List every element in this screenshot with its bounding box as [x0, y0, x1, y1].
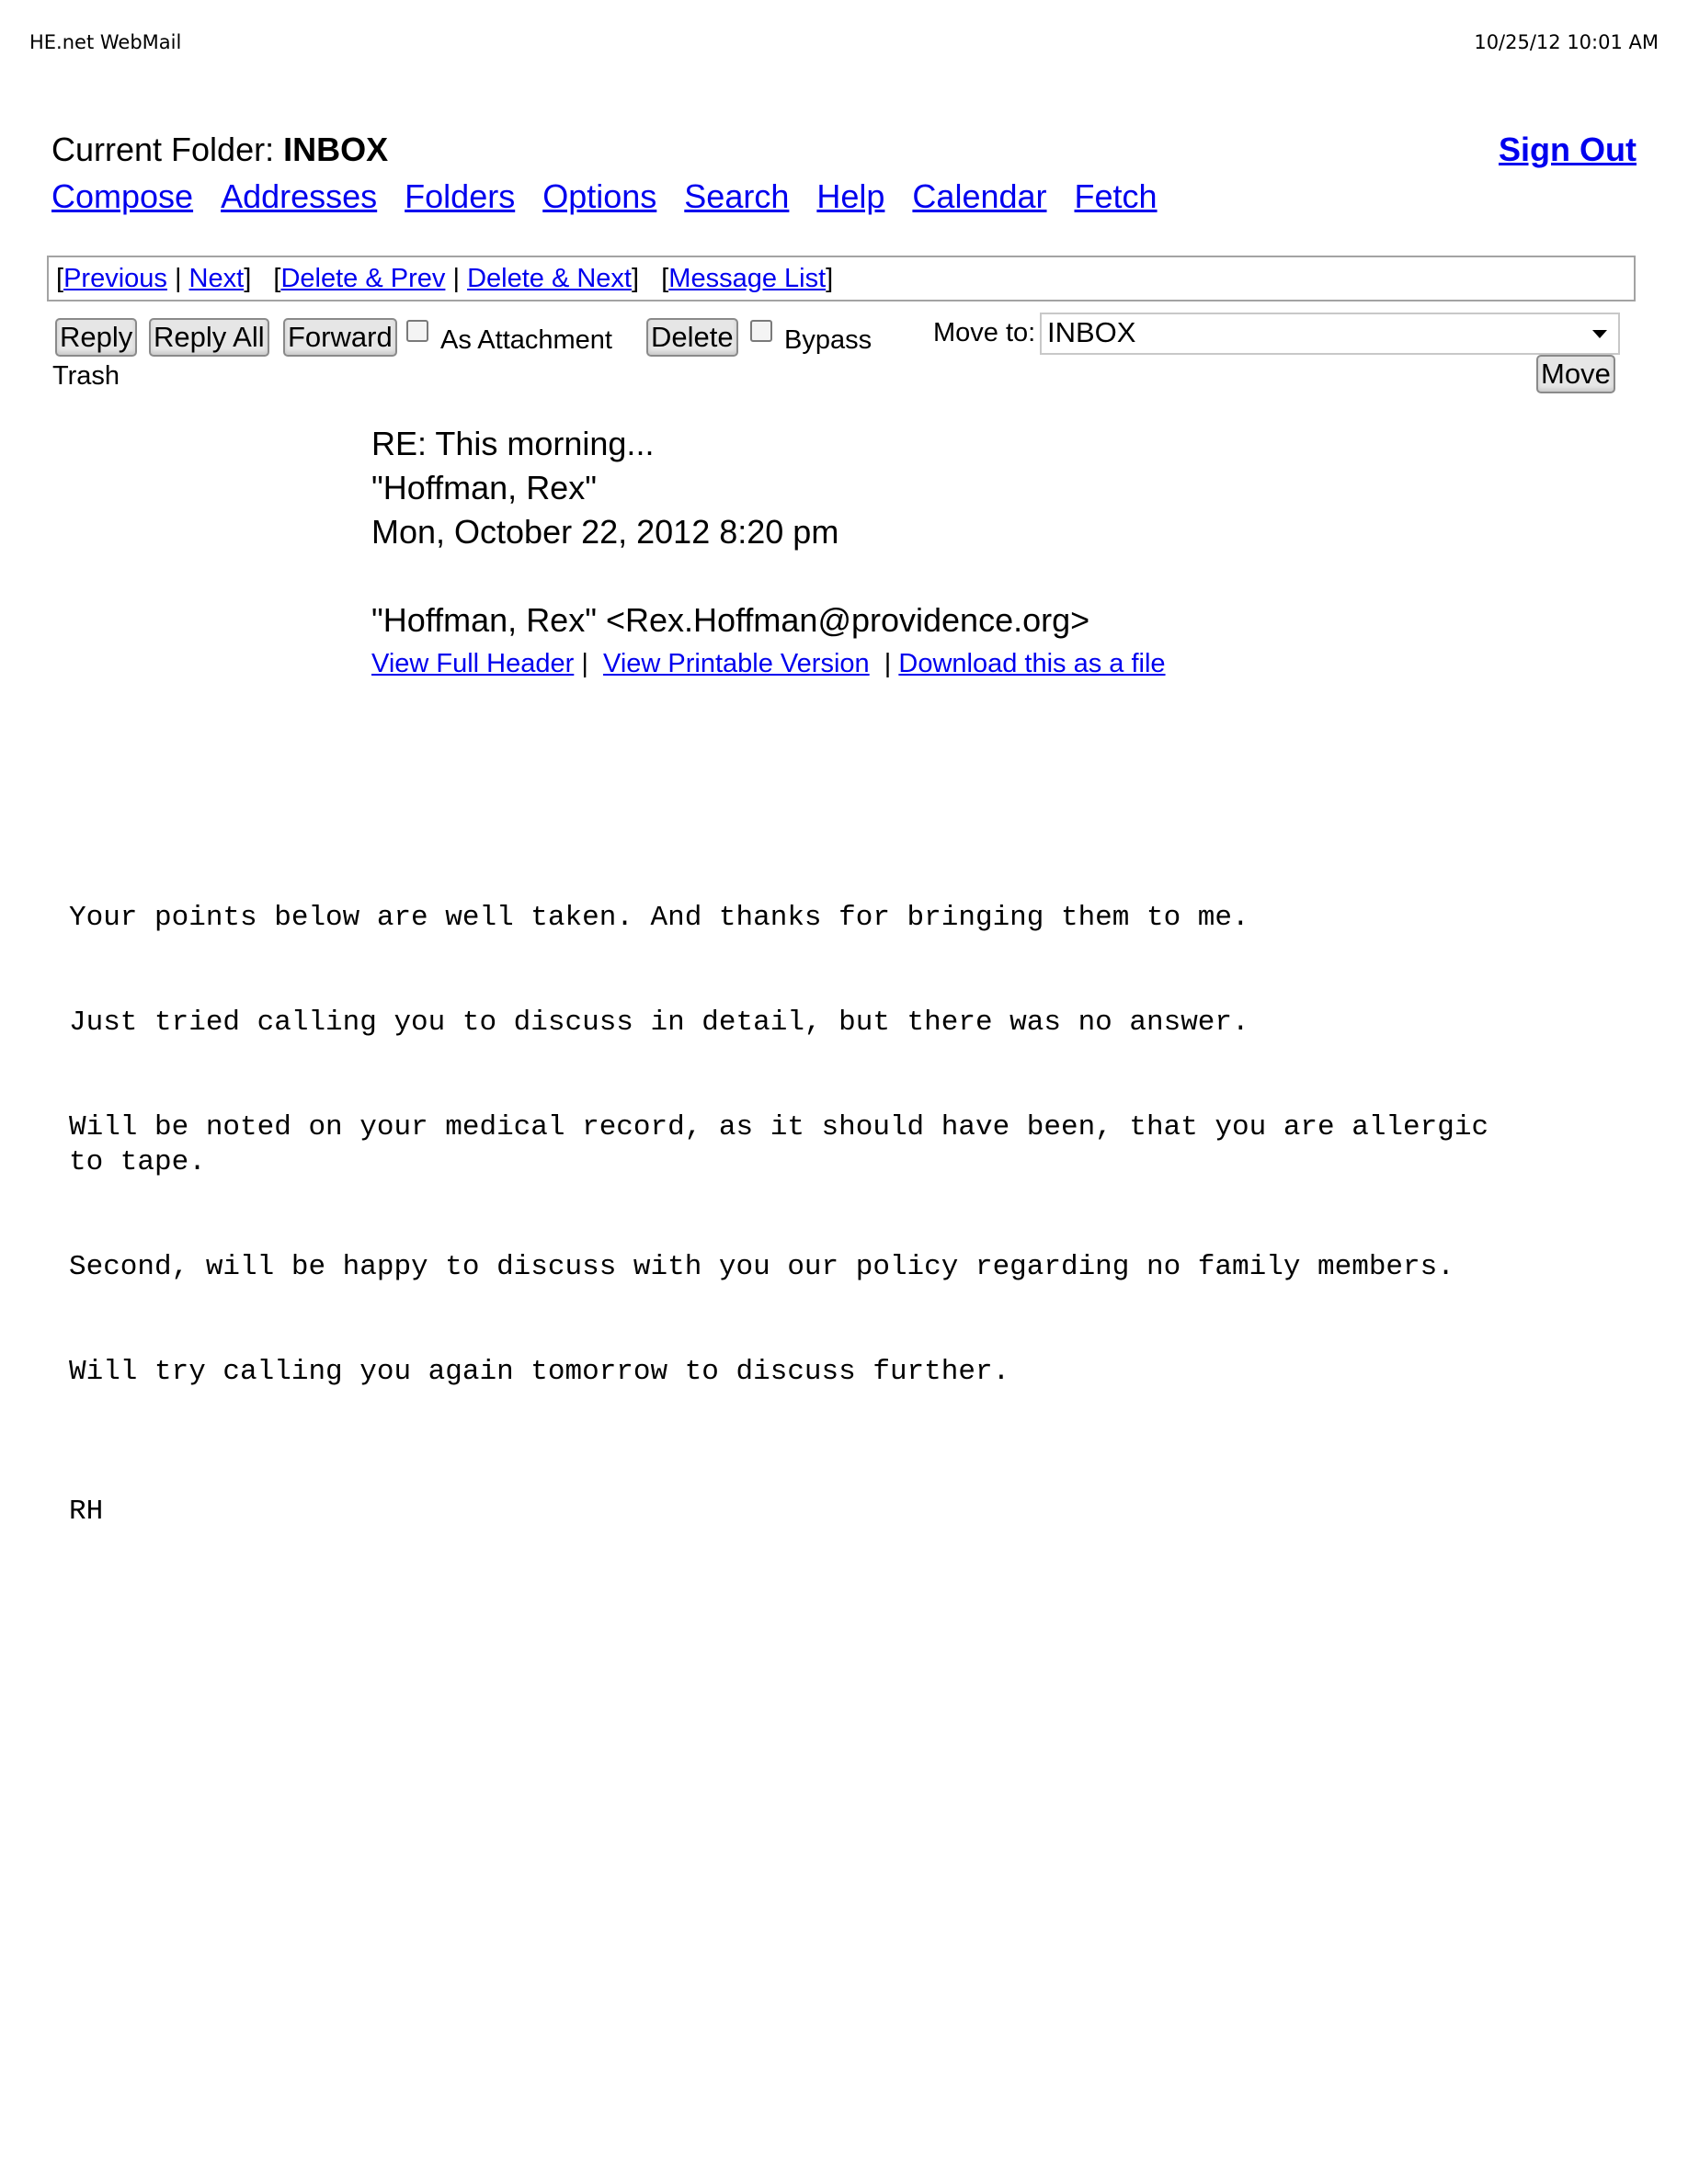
print-timestamp: 10/25/12 10:01 AM	[1474, 31, 1659, 53]
previous-link[interactable]: Previous	[63, 263, 167, 293]
bypass-trash-checkbox[interactable]	[750, 320, 772, 342]
delete-next-link[interactable]: Delete & Next	[467, 263, 632, 293]
delete-prev-link[interactable]: Delete & Prev	[280, 263, 446, 293]
options-links: View Full Header | View Printable Version | Download this as a file	[371, 649, 1166, 678]
nav-folders[interactable]: Folders	[405, 177, 516, 215]
message-body: Your points below are well taken. And thanks for bringing them to me. Just tried calling you to discuss in detail, but there was no answer. Will be noted on your medical record, as it should have been, that you are allergic to tape. Second, will be happy to discuss with you our policy regarding no family members. Will try calling you again tomorrow to discuss further. RH	[69, 902, 1489, 1528]
as-attachment-checkbox[interactable]	[406, 320, 428, 342]
nav-help[interactable]: Help	[816, 177, 885, 215]
sign-out-link[interactable]: Sign Out	[1499, 131, 1637, 168]
message-nav-bar: [ Previous | Next ] [ Delete & Prev | Delete & Next ] [ Message List ]	[47, 256, 1636, 301]
reply-all-button[interactable]: Reply All	[149, 318, 269, 357]
print-header	[29, 31, 1659, 53]
as-attachment-label: As Attachment	[440, 325, 612, 355]
bypass-label: Bypass	[784, 325, 873, 355]
current-folder	[51, 131, 388, 169]
nav-search[interactable]: Search	[684, 177, 790, 215]
app-name: HE.net WebMail	[29, 31, 182, 53]
forward-button[interactable]: Forward	[283, 318, 397, 357]
delete-button[interactable]: Delete	[646, 318, 738, 357]
from-value: "Hoffman, Rex"	[371, 469, 597, 506]
chevron-down-icon	[1592, 330, 1607, 338]
move-to-label: Move to:	[933, 318, 1036, 347]
move-button[interactable]: Move	[1536, 355, 1615, 393]
message-list-link[interactable]: Message List	[668, 263, 827, 293]
view-full-header-link[interactable]: View Full Header	[371, 649, 575, 678]
next-link[interactable]: Next	[188, 263, 245, 293]
main-nav	[51, 177, 1158, 216]
download-link[interactable]: Download this as a file	[898, 649, 1166, 678]
date-value: Mon, October 22, 2012 8:20 pm	[371, 513, 839, 551]
nav-options[interactable]: Options	[542, 177, 657, 215]
move-to-select[interactable]	[1040, 313, 1620, 355]
nav-fetch[interactable]: Fetch	[1074, 177, 1158, 215]
view-printable-link[interactable]: View Printable Version	[603, 649, 870, 678]
nav-addresses[interactable]: Addresses	[221, 177, 378, 215]
nav-calendar[interactable]: Calendar	[912, 177, 1047, 215]
move-to-value: INBOX	[1047, 316, 1136, 348]
cc-value: "Hoffman, Rex" <Rex.Hoffman@providence.org>	[371, 601, 1090, 639]
current-folder-prefix: Current Folder:	[51, 131, 284, 168]
trash-label: Trash	[52, 361, 120, 391]
current-folder-name: INBOX	[283, 131, 389, 168]
folder-bar	[51, 131, 1637, 169]
subject-value: RE: This morning...	[371, 425, 655, 462]
reply-button[interactable]: Reply	[55, 318, 137, 357]
nav-compose[interactable]: Compose	[51, 177, 194, 215]
